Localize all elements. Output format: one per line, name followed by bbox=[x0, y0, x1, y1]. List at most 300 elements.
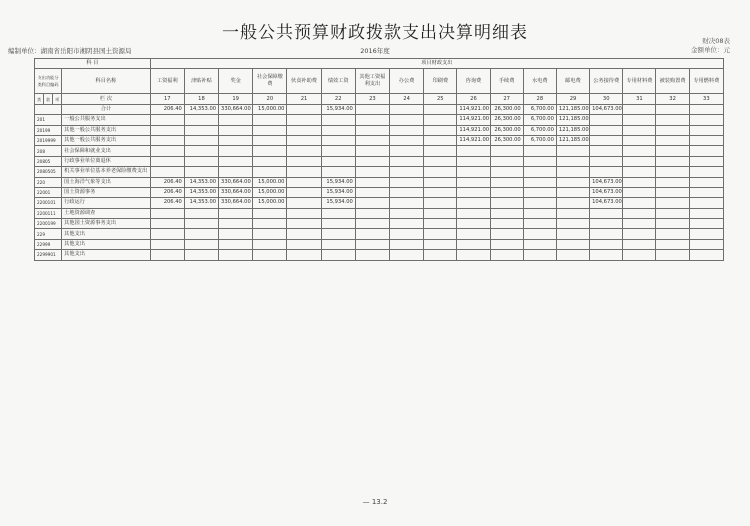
row-value: 330,664.00 bbox=[219, 187, 253, 197]
row-value bbox=[623, 135, 656, 145]
column-header: 专用材料费 bbox=[623, 69, 656, 94]
row-value bbox=[287, 187, 321, 197]
row-value bbox=[253, 219, 287, 229]
column-header: 公务接待费 bbox=[590, 69, 623, 94]
row-value bbox=[355, 146, 389, 156]
row-value bbox=[219, 167, 253, 177]
row-value bbox=[150, 156, 184, 166]
row-value bbox=[287, 219, 321, 229]
column-number: 19 bbox=[219, 94, 253, 104]
row-name: 机关事业单位基本养老保险缴费支出 bbox=[62, 167, 151, 177]
row-value bbox=[253, 125, 287, 135]
column-header: 专用燃料费 bbox=[689, 69, 723, 94]
reporting-unit: 编制单位：湖南省岳阳市湘阴县国土资源局 bbox=[8, 47, 132, 55]
row-value bbox=[355, 239, 389, 249]
row-value bbox=[490, 239, 523, 249]
row-value bbox=[623, 219, 656, 229]
row-value bbox=[389, 115, 423, 125]
row-value: 104,673.00 bbox=[590, 198, 623, 208]
column-header: 咨询费 bbox=[457, 69, 490, 94]
row-value bbox=[321, 250, 355, 260]
row-value: 104,673.00 bbox=[590, 187, 623, 197]
row-value bbox=[150, 146, 184, 156]
row-value bbox=[287, 177, 321, 187]
row-value bbox=[457, 156, 490, 166]
row-value bbox=[253, 229, 287, 239]
column-header: 其他工资福利支出 bbox=[355, 69, 389, 94]
row-value bbox=[424, 156, 457, 166]
row-value bbox=[656, 198, 689, 208]
row-value bbox=[556, 229, 589, 239]
row-value bbox=[656, 115, 689, 125]
row-value: 14,353.00 bbox=[184, 104, 218, 114]
row-value bbox=[457, 187, 490, 197]
row-value bbox=[321, 167, 355, 177]
row-name: 国土海洋气象等支出 bbox=[62, 177, 151, 187]
row-value bbox=[523, 239, 556, 249]
table-row bbox=[35, 239, 724, 249]
row-value: 26,300.00 bbox=[490, 104, 523, 114]
row-value bbox=[389, 229, 423, 239]
row-value bbox=[623, 104, 656, 114]
row-value bbox=[689, 167, 723, 177]
row-value bbox=[424, 208, 457, 218]
row-value bbox=[623, 229, 656, 239]
column-number: 24 bbox=[389, 94, 423, 104]
page-number: — 13.2 bbox=[362, 498, 388, 506]
row-value bbox=[623, 208, 656, 218]
row-value bbox=[689, 125, 723, 135]
row-value: 206.40 bbox=[150, 177, 184, 187]
column-number: 17 bbox=[150, 94, 184, 104]
row-value bbox=[321, 219, 355, 229]
row-value bbox=[355, 135, 389, 145]
row-value bbox=[389, 125, 423, 135]
row-value bbox=[389, 250, 423, 260]
row-value bbox=[590, 239, 623, 249]
row-value bbox=[287, 239, 321, 249]
row-name: 其他支出 bbox=[62, 250, 151, 260]
row-value bbox=[656, 156, 689, 166]
row-value bbox=[150, 208, 184, 218]
row-value bbox=[623, 146, 656, 156]
row-value: 121,185.00 bbox=[556, 104, 589, 114]
row-value bbox=[490, 229, 523, 239]
row-value bbox=[656, 229, 689, 239]
row-code: 208 bbox=[35, 146, 62, 156]
row-code: 2019999 bbox=[35, 135, 62, 145]
row-value bbox=[219, 229, 253, 239]
row-value bbox=[424, 167, 457, 177]
row-value: 26,300.00 bbox=[490, 135, 523, 145]
row-value bbox=[219, 208, 253, 218]
row-value bbox=[457, 219, 490, 229]
row-value: 15,934.00 bbox=[321, 104, 355, 114]
row-value bbox=[287, 198, 321, 208]
row-value bbox=[184, 208, 218, 218]
table-row bbox=[35, 104, 724, 114]
column-number: 25 bbox=[424, 94, 457, 104]
row-value bbox=[253, 135, 287, 145]
row-value bbox=[656, 104, 689, 114]
row-value bbox=[219, 250, 253, 260]
table-row bbox=[35, 229, 724, 239]
row-name: 土地资源调查 bbox=[62, 208, 151, 218]
row-code: 20805 bbox=[35, 156, 62, 166]
column-number: 33 bbox=[689, 94, 723, 104]
table-row bbox=[35, 250, 724, 260]
row-value: 121,185.00 bbox=[556, 135, 589, 145]
row-value: 206.40 bbox=[150, 198, 184, 208]
row-value bbox=[623, 187, 656, 197]
row-value bbox=[689, 146, 723, 156]
row-value bbox=[424, 250, 457, 260]
row-value bbox=[656, 135, 689, 145]
row-value bbox=[523, 219, 556, 229]
form-id: 财决08表 bbox=[702, 37, 730, 45]
row-value bbox=[490, 167, 523, 177]
row-value bbox=[623, 156, 656, 166]
row-value: 121,185.00 bbox=[556, 125, 589, 135]
row-value bbox=[150, 167, 184, 177]
row-value bbox=[287, 208, 321, 218]
row-value bbox=[523, 208, 556, 218]
lei-header: 类 bbox=[35, 94, 44, 104]
table-row bbox=[35, 167, 724, 177]
row-value bbox=[656, 208, 689, 218]
column-number: 28 bbox=[523, 94, 556, 104]
table-row bbox=[35, 187, 724, 197]
row-value bbox=[424, 104, 457, 114]
row-value bbox=[321, 239, 355, 249]
row-value bbox=[389, 198, 423, 208]
row-value bbox=[656, 177, 689, 187]
row-value bbox=[287, 250, 321, 260]
table-row bbox=[35, 156, 724, 166]
row-code: 2200101 bbox=[35, 198, 62, 208]
row-value: 330,664.00 bbox=[219, 198, 253, 208]
row-value: 6,700.00 bbox=[523, 115, 556, 125]
row-value bbox=[590, 250, 623, 260]
row-value bbox=[253, 239, 287, 249]
row-value bbox=[590, 229, 623, 239]
row-value bbox=[590, 219, 623, 229]
row-value bbox=[184, 250, 218, 260]
row-value bbox=[355, 125, 389, 135]
row-value bbox=[556, 177, 589, 187]
table-row bbox=[35, 208, 724, 218]
row-value bbox=[287, 156, 321, 166]
column-number: 30 bbox=[590, 94, 623, 104]
row-value bbox=[490, 156, 523, 166]
row-value bbox=[656, 250, 689, 260]
row-value bbox=[150, 135, 184, 145]
row-value bbox=[321, 208, 355, 218]
row-code: 229 bbox=[35, 229, 62, 239]
row-value bbox=[321, 125, 355, 135]
row-value bbox=[556, 198, 589, 208]
row-value bbox=[590, 146, 623, 156]
row-value: 104,673.00 bbox=[590, 177, 623, 187]
row-code: 2200199 bbox=[35, 219, 62, 229]
row-value bbox=[355, 177, 389, 187]
row-value bbox=[389, 146, 423, 156]
row-value bbox=[556, 250, 589, 260]
row-value bbox=[287, 146, 321, 156]
row-value bbox=[689, 177, 723, 187]
name-header: 科目名称 bbox=[62, 69, 151, 94]
row-value bbox=[689, 156, 723, 166]
row-value bbox=[689, 219, 723, 229]
row-value bbox=[656, 187, 689, 197]
row-value bbox=[424, 229, 457, 239]
row-value bbox=[457, 250, 490, 260]
row-value bbox=[523, 156, 556, 166]
row-value bbox=[321, 146, 355, 156]
row-value bbox=[150, 239, 184, 249]
row-value: 15,000.00 bbox=[253, 198, 287, 208]
table-row bbox=[35, 146, 724, 156]
row-code: 2080505 bbox=[35, 167, 62, 177]
row-code: 2299901 bbox=[35, 250, 62, 260]
column-header: 工资福利 bbox=[150, 69, 184, 94]
row-value bbox=[689, 250, 723, 260]
row-value bbox=[689, 115, 723, 125]
row-value bbox=[389, 219, 423, 229]
table-row bbox=[35, 125, 724, 135]
row-value bbox=[389, 187, 423, 197]
row-value: 14,353.00 bbox=[184, 187, 218, 197]
row-value bbox=[287, 229, 321, 239]
row-value bbox=[150, 125, 184, 135]
kuan-header: 款 bbox=[44, 94, 53, 104]
row-name: 国土资源事务 bbox=[62, 187, 151, 197]
row-name: 其他一般公共服务支出 bbox=[62, 125, 151, 135]
row-name: 其他国土资源事务支出 bbox=[62, 219, 151, 229]
row-value bbox=[490, 208, 523, 218]
row-value bbox=[321, 229, 355, 239]
row-value bbox=[287, 115, 321, 125]
row-value bbox=[355, 250, 389, 260]
row-value bbox=[287, 125, 321, 135]
row-name: 其他支出 bbox=[62, 239, 151, 249]
row-name: 一般公共服务支出 bbox=[62, 115, 151, 125]
column-header: 社会保障缴费 bbox=[253, 69, 287, 94]
row-value bbox=[287, 167, 321, 177]
row-name: 社会保障和就业支出 bbox=[62, 146, 151, 156]
row-value bbox=[523, 187, 556, 197]
detail-table bbox=[34, 58, 724, 261]
row-value bbox=[457, 208, 490, 218]
row-value bbox=[355, 229, 389, 239]
column-number: 27 bbox=[490, 94, 523, 104]
row-value bbox=[184, 125, 218, 135]
table-row bbox=[35, 198, 724, 208]
row-value bbox=[490, 177, 523, 187]
row-value bbox=[457, 167, 490, 177]
row-value bbox=[689, 229, 723, 239]
column-number: 22 bbox=[321, 94, 355, 104]
row-value bbox=[355, 115, 389, 125]
column-header: 津贴补贴 bbox=[184, 69, 218, 94]
row-value: 206.40 bbox=[150, 187, 184, 197]
row-value bbox=[556, 156, 589, 166]
row-value bbox=[523, 167, 556, 177]
row-value bbox=[355, 156, 389, 166]
row-value: 15,934.00 bbox=[321, 187, 355, 197]
row-value: 26,300.00 bbox=[490, 115, 523, 125]
table-row bbox=[35, 219, 724, 229]
report-title: 一般公共预算财政拨款支出决算明细表 bbox=[222, 23, 528, 43]
row-value bbox=[184, 135, 218, 145]
row-value bbox=[556, 146, 589, 156]
xiang-header: 项 bbox=[53, 94, 62, 104]
subject-header: 科 目 bbox=[35, 59, 151, 69]
row-value bbox=[219, 219, 253, 229]
row-value bbox=[556, 219, 589, 229]
table-row bbox=[35, 135, 724, 145]
row-value: 114,921.00 bbox=[457, 135, 490, 145]
row-value bbox=[150, 219, 184, 229]
row-value bbox=[689, 187, 723, 197]
row-value: 206.40 bbox=[150, 104, 184, 114]
row-value bbox=[424, 115, 457, 125]
row-code: 20199 bbox=[35, 125, 62, 135]
row-value bbox=[623, 177, 656, 187]
row-value bbox=[590, 125, 623, 135]
row-value bbox=[184, 146, 218, 156]
row-value bbox=[184, 219, 218, 229]
row-value bbox=[321, 115, 355, 125]
row-value bbox=[355, 198, 389, 208]
report-year: 2016年度 bbox=[360, 47, 390, 55]
row-value bbox=[253, 156, 287, 166]
row-code: 22999 bbox=[35, 239, 62, 249]
row-value bbox=[355, 219, 389, 229]
row-name: 行政事业单位离退休 bbox=[62, 156, 151, 166]
row-value bbox=[556, 208, 589, 218]
row-value bbox=[389, 167, 423, 177]
row-value bbox=[457, 229, 490, 239]
row-value bbox=[490, 146, 523, 156]
row-value bbox=[424, 198, 457, 208]
row-value bbox=[424, 219, 457, 229]
row-value: 15,000.00 bbox=[253, 104, 287, 114]
row-value bbox=[457, 146, 490, 156]
row-value bbox=[321, 156, 355, 166]
row-value bbox=[389, 177, 423, 187]
row-value bbox=[150, 250, 184, 260]
row-value bbox=[457, 239, 490, 249]
column-header: 邮电费 bbox=[556, 69, 589, 94]
row-value: 15,934.00 bbox=[321, 177, 355, 187]
column-header: 手续费 bbox=[490, 69, 523, 94]
row-value: 14,353.00 bbox=[184, 177, 218, 187]
row-name: 其他一般公共服务支出 bbox=[62, 135, 151, 145]
column-number: 20 bbox=[253, 94, 287, 104]
row-value bbox=[523, 177, 556, 187]
row-value bbox=[689, 208, 723, 218]
column-header: 印刷费 bbox=[424, 69, 457, 94]
row-name: 行政运行 bbox=[62, 198, 151, 208]
row-value: 6,700.00 bbox=[523, 135, 556, 145]
row-value bbox=[355, 187, 389, 197]
column-number: 23 bbox=[355, 94, 389, 104]
row-value bbox=[219, 115, 253, 125]
column-number: 29 bbox=[556, 94, 589, 104]
row-value bbox=[355, 167, 389, 177]
row-value bbox=[184, 156, 218, 166]
row-value bbox=[424, 177, 457, 187]
row-code bbox=[35, 104, 62, 114]
row-value bbox=[355, 208, 389, 218]
column-header: 办公费 bbox=[389, 69, 423, 94]
row-value bbox=[184, 115, 218, 125]
row-value bbox=[656, 219, 689, 229]
row-value bbox=[253, 250, 287, 260]
row-code: 201 bbox=[35, 115, 62, 125]
row-value bbox=[590, 156, 623, 166]
row-value bbox=[689, 198, 723, 208]
row-value bbox=[623, 167, 656, 177]
column-header: 奖金 bbox=[219, 69, 253, 94]
row-value bbox=[523, 198, 556, 208]
row-value bbox=[424, 146, 457, 156]
row-value bbox=[656, 125, 689, 135]
row-value bbox=[623, 115, 656, 125]
table-row bbox=[35, 115, 724, 125]
column-header: 水电费 bbox=[523, 69, 556, 94]
column-number: 21 bbox=[287, 94, 321, 104]
item-col-header: 栏 次 bbox=[62, 94, 151, 104]
row-value bbox=[623, 250, 656, 260]
row-value bbox=[287, 135, 321, 145]
row-value bbox=[150, 115, 184, 125]
row-value bbox=[219, 239, 253, 249]
row-value: 330,664.00 bbox=[219, 177, 253, 187]
row-value: 114,921.00 bbox=[457, 125, 490, 135]
row-value bbox=[523, 146, 556, 156]
row-code: 2200111 bbox=[35, 208, 62, 218]
row-value: 114,921.00 bbox=[457, 115, 490, 125]
row-value bbox=[523, 229, 556, 239]
row-name: 合计 bbox=[62, 104, 151, 114]
row-value bbox=[389, 135, 423, 145]
row-value bbox=[523, 250, 556, 260]
row-value bbox=[321, 135, 355, 145]
row-value bbox=[219, 135, 253, 145]
row-value bbox=[424, 135, 457, 145]
row-value bbox=[556, 167, 589, 177]
row-value bbox=[590, 167, 623, 177]
row-value bbox=[689, 135, 723, 145]
row-value bbox=[457, 177, 490, 187]
row-value bbox=[184, 229, 218, 239]
row-code: 22001 bbox=[35, 187, 62, 197]
row-value bbox=[184, 167, 218, 177]
row-value bbox=[656, 167, 689, 177]
row-value bbox=[389, 156, 423, 166]
row-value bbox=[389, 104, 423, 114]
row-value bbox=[219, 125, 253, 135]
row-value: 15,000.00 bbox=[253, 177, 287, 187]
column-number: 32 bbox=[656, 94, 689, 104]
row-value bbox=[424, 187, 457, 197]
row-value bbox=[590, 135, 623, 145]
row-value bbox=[490, 219, 523, 229]
row-value bbox=[219, 156, 253, 166]
row-value: 15,934.00 bbox=[321, 198, 355, 208]
